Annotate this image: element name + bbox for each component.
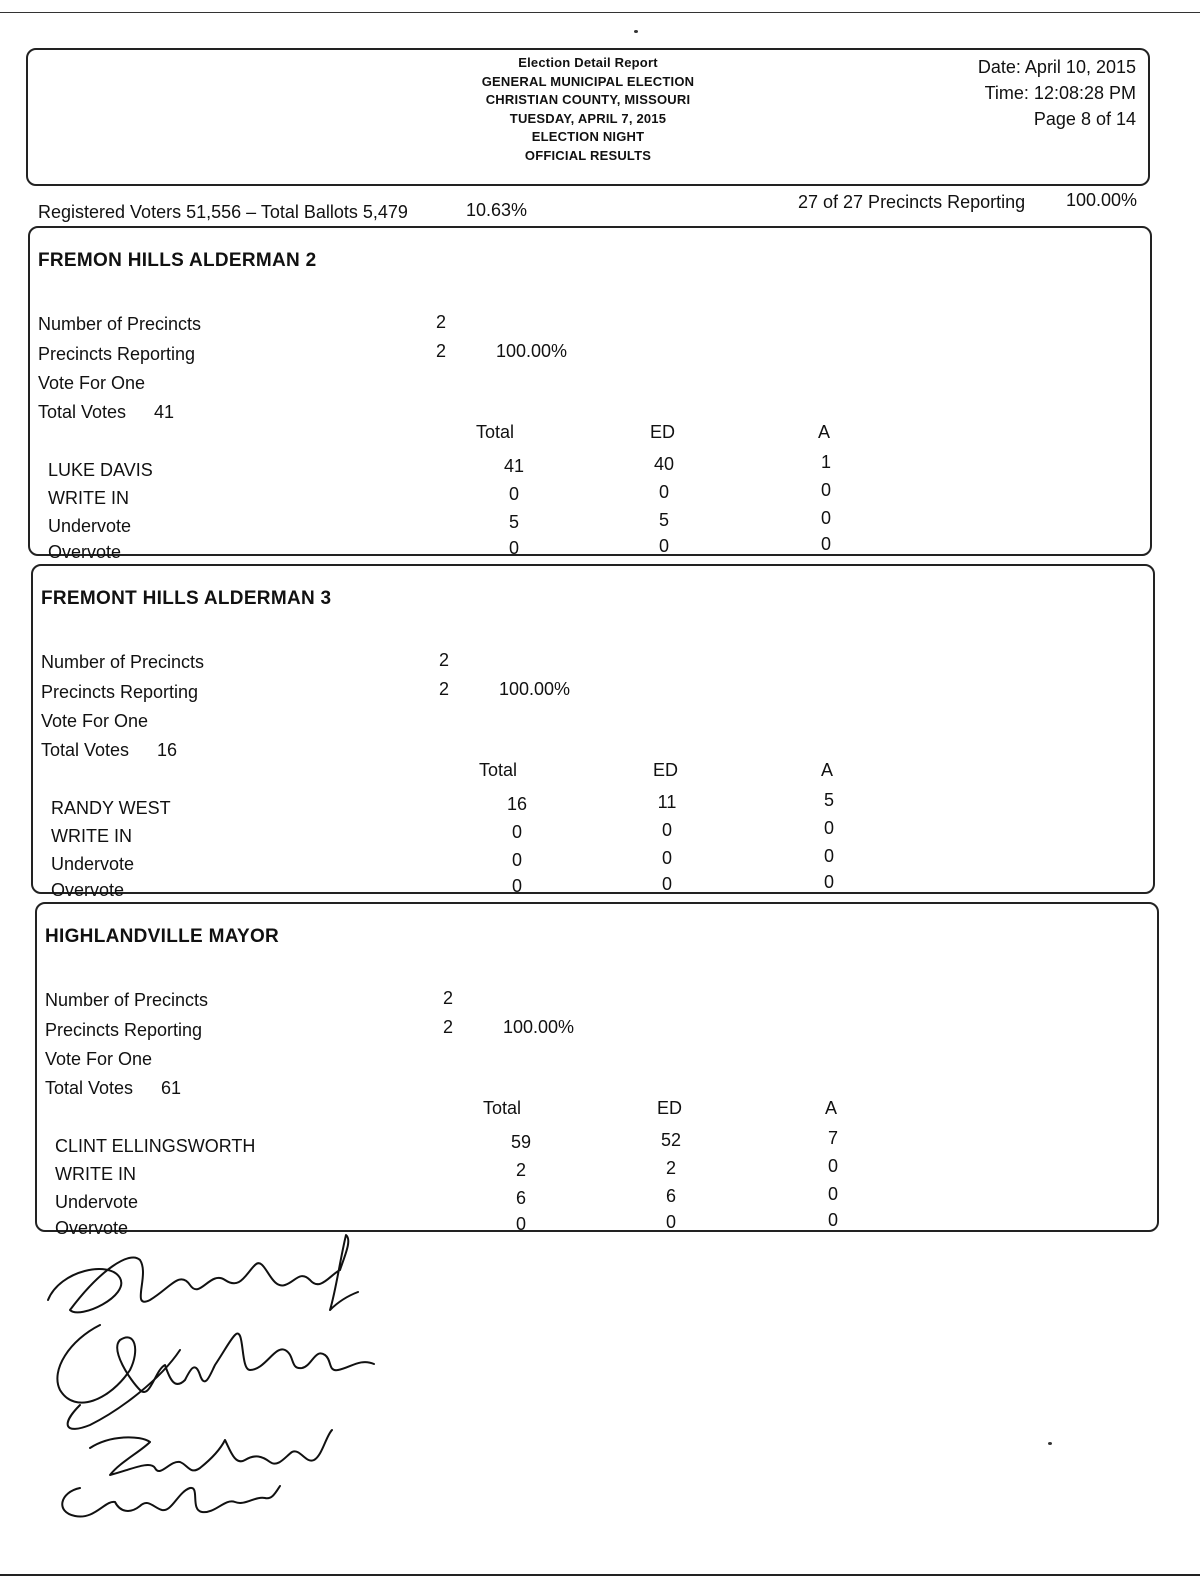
candidate-name: CLINT ELLINGSWORTH — [55, 1136, 256, 1156]
ed-cell: 6 — [665, 1186, 676, 1206]
a-cell: 0 — [823, 818, 834, 838]
table-row — [33, 846, 1153, 882]
num-precincts-label: Number of Precincts — [45, 990, 209, 1010]
a-cell: 0 — [827, 1210, 838, 1230]
a-cell: 0 — [820, 508, 831, 528]
contest-title: HIGHLANDVILLE MAYOR — [45, 926, 280, 947]
vote-for-label: Vote For One — [38, 373, 146, 393]
total-cell: 0 — [511, 876, 522, 896]
candidate-name: WRITE IN — [55, 1164, 136, 1184]
table-row — [37, 1184, 1157, 1220]
col-a-header: A — [821, 760, 834, 780]
table-row — [30, 452, 1150, 488]
a-cell: 0 — [827, 1184, 838, 1204]
total-cell: 6 — [515, 1188, 526, 1208]
a-cell: 0 — [823, 846, 834, 866]
scan-speck — [634, 30, 638, 33]
a-cell: 5 — [823, 790, 834, 810]
precincts-reporting-summary: 27 of 27 Precincts Reporting — [798, 192, 1026, 212]
col-a-header: A — [818, 422, 831, 442]
num-precincts-value: 2 — [439, 650, 450, 670]
ed-cell: 0 — [665, 1212, 676, 1232]
turnout-percent: 10.63% — [466, 200, 528, 220]
precincts-reporting-value: 2 — [439, 679, 450, 699]
col-ed-header: ED — [650, 422, 676, 442]
precincts-reporting-label: Precincts Reporting — [41, 682, 199, 702]
table-row — [37, 1156, 1157, 1192]
total-cell: 41 — [503, 456, 525, 476]
scan-speck — [1048, 1442, 1052, 1445]
precincts-reporting-percent: 100.00% — [1066, 190, 1138, 210]
reporting-percent: 100.00% — [496, 341, 568, 361]
election-night: ELECTION NIGHT — [531, 129, 645, 144]
ed-cell: 2 — [665, 1158, 676, 1178]
candidate-name: Overvote — [51, 880, 125, 900]
contest-title: FREMON HILLS ALDERMAN 2 — [38, 250, 317, 271]
a-cell: 0 — [820, 480, 831, 500]
report-meta — [978, 54, 1136, 132]
voters-ballots: Registered Voters 51,556 – Total Ballots 5,479 — [38, 202, 408, 222]
vote-for-label: Vote For One — [45, 1049, 153, 1069]
handwritten-signatures — [40, 1230, 400, 1530]
ed-cell: 5 — [658, 510, 669, 530]
num-precincts-label: Number of Precincts — [41, 652, 205, 672]
col-total-header: Total — [479, 760, 518, 780]
candidate-name: Undervote — [55, 1192, 139, 1212]
signature-4 — [62, 1486, 280, 1517]
candidate-name: RANDY WEST — [51, 798, 171, 818]
signature-3 — [90, 1430, 332, 1475]
total-cell: 0 — [515, 1214, 526, 1234]
col-total-header: Total — [476, 422, 515, 442]
ed-cell: 40 — [653, 454, 675, 474]
ed-cell: 0 — [658, 536, 669, 556]
table-row — [33, 818, 1153, 854]
table-row — [30, 480, 1150, 516]
table-row — [37, 1128, 1157, 1164]
a-cell: 1 — [820, 452, 831, 472]
county-name: CHRISTIAN COUNTY, MISSOURI — [485, 92, 691, 107]
reporting-percent: 100.00% — [503, 1017, 575, 1037]
total-cell: 16 — [506, 794, 528, 814]
report-date: Date: April 10, 2015 — [977, 57, 1136, 77]
candidate-name: WRITE IN — [48, 488, 129, 508]
total-votes-label: Total Votes — [41, 740, 130, 760]
total-votes-label: Total Votes — [45, 1078, 134, 1098]
top-rule — [0, 12, 1200, 13]
candidate-name: Overvote — [55, 1218, 129, 1238]
election-name: GENERAL MUNICIPAL ELECTION — [481, 73, 695, 89]
num-precincts-label: Number of Precincts — [38, 314, 202, 334]
total-cell: 2 — [515, 1160, 526, 1180]
table-row — [30, 508, 1150, 544]
a-cell: 0 — [820, 534, 831, 554]
reporting-percent: 100.00% — [499, 679, 571, 699]
ed-cell: 0 — [658, 482, 669, 502]
contest-box — [28, 226, 1152, 562]
col-ed-header: ED — [653, 760, 679, 780]
report-header — [26, 48, 1150, 186]
signature-2 — [57, 1325, 374, 1403]
total-cell: 0 — [508, 484, 519, 504]
precincts-reporting-label: Precincts Reporting — [38, 344, 196, 364]
total-votes-label: Total Votes — [38, 402, 127, 422]
candidate-name: Undervote — [48, 516, 132, 536]
ed-cell: 0 — [661, 848, 672, 868]
a-cell: 7 — [827, 1128, 838, 1148]
ed-cell: 52 — [660, 1130, 682, 1150]
col-ed-header: ED — [657, 1098, 683, 1118]
candidate-name: Undervote — [51, 854, 135, 874]
page-number: Page 8 of 14 — [1033, 109, 1136, 129]
report-time: Time: 12:08:28 PM — [984, 83, 1136, 103]
vote-for-label: Vote For One — [41, 711, 149, 731]
total-cell: 59 — [510, 1132, 532, 1152]
contest-title: FREMONT HILLS ALDERMAN 3 — [41, 588, 332, 609]
official-results: OFFICIAL RESULTS — [524, 147, 652, 163]
a-cell: 0 — [823, 872, 834, 892]
total-votes-value: 41 — [154, 402, 175, 422]
election-date: TUESDAY, APRIL 7, 2015 — [509, 110, 667, 126]
precincts-reporting-label: Precincts Reporting — [45, 1020, 203, 1040]
contest-box — [35, 902, 1159, 1238]
total-votes-value: 16 — [157, 740, 178, 760]
report-title: Election Detail Report — [518, 55, 658, 70]
contest-box — [31, 564, 1155, 900]
precincts-reporting-value: 2 — [443, 1017, 454, 1037]
candidate-name: WRITE IN — [51, 826, 132, 846]
col-total-header: Total — [483, 1098, 522, 1118]
ed-cell: 0 — [661, 874, 672, 894]
total-votes-value: 61 — [161, 1078, 182, 1098]
a-cell: 0 — [827, 1156, 838, 1176]
total-cell: 5 — [508, 512, 519, 532]
total-cell: 0 — [511, 822, 522, 842]
table-row — [33, 790, 1153, 826]
precincts-reporting-value: 2 — [436, 341, 447, 361]
candidate-name: LUKE DAVIS — [48, 460, 153, 480]
ed-cell: 11 — [657, 792, 677, 812]
col-a-header: A — [825, 1098, 838, 1118]
signature-1 — [48, 1235, 358, 1312]
total-cell: 0 — [511, 850, 522, 870]
total-cell: 0 — [508, 538, 519, 558]
candidate-name: Overvote — [48, 542, 122, 562]
num-precincts-value: 2 — [443, 988, 454, 1008]
ed-cell: 0 — [661, 820, 672, 840]
num-precincts-value: 2 — [436, 312, 447, 332]
bottom-rule — [0, 1574, 1200, 1576]
